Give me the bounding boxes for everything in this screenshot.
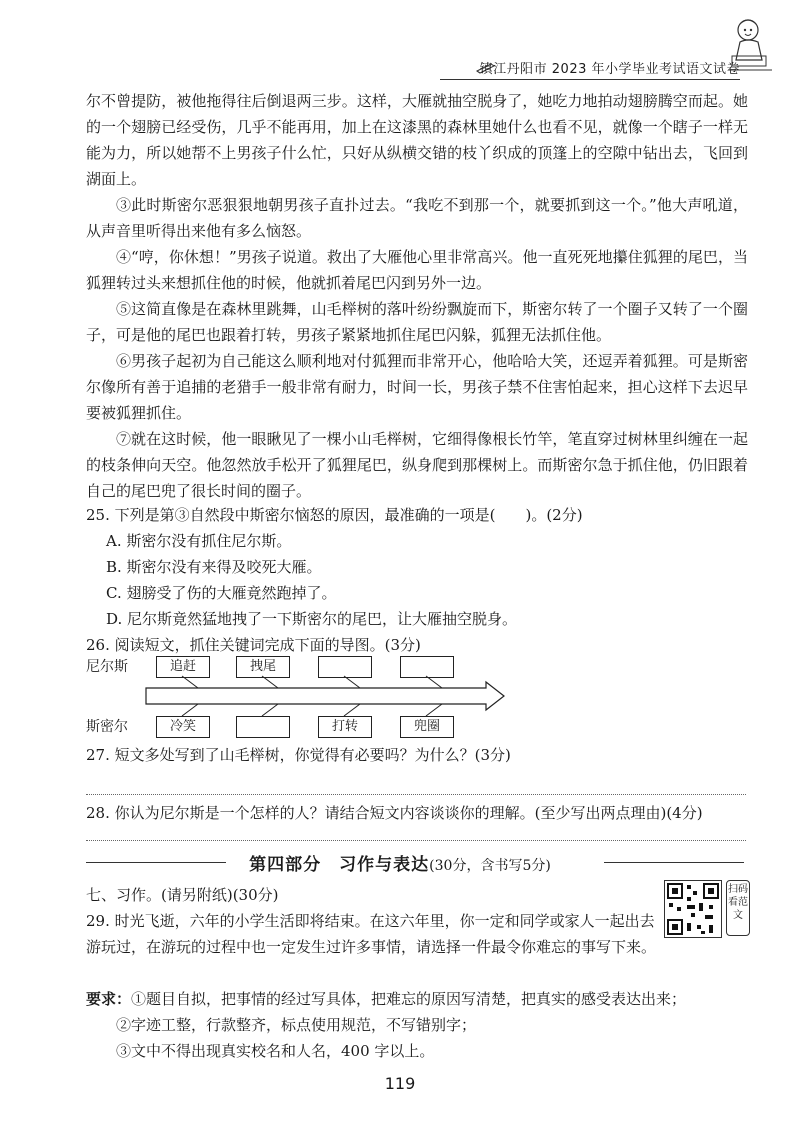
qr-tag: 扫码看范文 bbox=[726, 880, 750, 936]
question-26-stem: 26. 阅读短文，抓住关键词完成下面的导图。(3分) bbox=[86, 636, 421, 654]
story-paragraph: ⑥男孩子起初为自己能这么顺利地对付狐狸而非常开心，他哈哈大笑，还逗弄着狐狸。可是斯密尔像所有善于追捕的老猎手一般非常有耐力，时间一长，男孩子禁不住害怕起来，担心这样下去迟早要被狐狸抓住。 bbox=[86, 352, 748, 422]
qr-block bbox=[664, 880, 754, 938]
question-28-stem: 28. 你认为尼尔斯是一个怎样的人？请结合短文内容谈谈你的理解。(至少写出两点理由)(4分) bbox=[86, 804, 703, 822]
label-smirre: 斯密尔 bbox=[86, 719, 128, 735]
option-a: A. 斯密尔没有抓住尼尔斯。 bbox=[106, 532, 292, 550]
map-box-bottom-3: 打转 bbox=[318, 716, 372, 738]
section-4-title bbox=[0, 850, 800, 875]
map-box-top-3[interactable] bbox=[318, 656, 372, 678]
answer-line[interactable] bbox=[86, 840, 746, 841]
question-29 bbox=[86, 908, 664, 960]
label-niers: 尼尔斯 bbox=[86, 659, 128, 675]
question-25-stem: 25. 下列是第③自然段中斯密尔恼怒的原因，最准确的一项是( )。(2分) bbox=[86, 506, 583, 524]
option-c: C. 翅膀受了伤的大雁竟然跑掉了。 bbox=[106, 584, 337, 602]
question-29-stem: 29. 时光飞逝，六年的小学生活即将结束。在这六年里，你一定和同学或家人一起出去游玩过，在游玩的过程中也一定发生过许多事情，请选择一件最令你难忘的事写下来。 bbox=[86, 912, 657, 956]
qr-code-icon[interactable] bbox=[664, 880, 722, 938]
story-paragraph: ④“哼，你休想！”男孩子说道。救出了大雁他心里非常高兴。他一直死死地攥住狐狸的尾巴，当狐狸转过头来想抓住他的时候，他就抓着尾巴闪到另外一边。 bbox=[86, 248, 748, 292]
requirements bbox=[86, 986, 746, 1064]
mind-map bbox=[86, 654, 516, 738]
requirements-label: 要求： bbox=[86, 990, 132, 1008]
map-box-bottom-2[interactable] bbox=[236, 716, 290, 738]
map-box-top-2: 拽尾 bbox=[236, 656, 290, 678]
story-paragraph: ⑤这简直像是在森林里跳舞，山毛榉树的落叶纷纷飘旋而下，斯密尔转了一个圈子又转了一个圈子，可是他的尾巴也跟着打转，男孩子紧紧地抓住尾巴闪躲，狐狸无法抓住他。 bbox=[86, 300, 748, 344]
map-box-top-1: 追赶 bbox=[156, 656, 210, 678]
question-28 bbox=[86, 800, 756, 826]
requirement-1: ①题目自拟，把事情的经过写具体，把难忘的原因写清楚，把真实的感受表达出来； bbox=[131, 990, 687, 1008]
part-7-heading bbox=[86, 882, 656, 908]
option-b: B. 斯密尔没有来得及咬死大雁。 bbox=[106, 558, 322, 576]
question-27 bbox=[86, 742, 756, 768]
story-paragraph: 尔不曾提防，被他拖得往后倒退两三步。这样，大雁就抽空脱身了，她吃力地拍动翅膀腾空而起。她的一个翅膀已经受伤，几乎不能再用，加上在这漆黑的森林里她什么也看不见，就像一个瞎子一样无能为力，所以她帮不上男孩子什么忙，只好从纵横交错的枝丫织成的顶篷上的空隙中钻出去，飞回到湖面上。 bbox=[86, 92, 748, 188]
story-paragraph: ③此时斯密尔恶狠狠地朝男孩子直扑过去。“我吃不到那一个，就要抓到这一个。”他大声吼道，从声音里听得出来他有多么恼怒。 bbox=[86, 196, 748, 240]
exam-title: 镇江丹阳市 2023 年小学毕业考试语文试卷 bbox=[479, 62, 740, 77]
header-rule bbox=[440, 79, 740, 80]
section-4-heading: 第四部分 习作与表达 bbox=[249, 855, 430, 875]
page-header bbox=[440, 56, 740, 82]
requirement-3: ③文中不得出现真实校名和人名，400 字以上。 bbox=[116, 1042, 435, 1060]
question-27-stem: 27. 短文多处写到了山毛榉树，你觉得有必要吗？为什么？(3分) bbox=[86, 746, 511, 764]
map-box-top-4[interactable] bbox=[400, 656, 454, 678]
question-25 bbox=[86, 502, 756, 632]
section-4-subtitle: (30分，含书写5分) bbox=[429, 858, 551, 874]
requirement-2: ②字迹工整，行款整齐，标点使用规范，不写错别字； bbox=[116, 1016, 477, 1034]
page-number: 119 bbox=[384, 1074, 416, 1093]
mascot-icon bbox=[726, 16, 774, 74]
answer-line[interactable] bbox=[86, 794, 746, 795]
map-box-bottom-4: 兜圈 bbox=[400, 716, 454, 738]
question-25-options bbox=[106, 528, 756, 632]
map-box-bottom-1: 冷笑 bbox=[156, 716, 210, 738]
story-paragraph: ⑦就在这时候，他一眼瞅见了一棵小山毛榉树，它细得像根长竹竿，笔直穿过树林里纠缠在一起的枝条伸向天空。他忽然放手松开了狐狸尾巴，纵身爬到那棵树上。而斯密尔急于抓住他，仍旧跟着自己的尾巴兜了很长时间的圈子。 bbox=[86, 430, 748, 500]
reading-passage bbox=[86, 88, 748, 504]
option-d: D. 尼尔斯竟然猛地拽了一下斯密尔的尾巴，让大雁抽空脱身。 bbox=[106, 610, 518, 628]
part-7-title: 七、习作。(请另附纸)(30分) bbox=[86, 886, 279, 904]
